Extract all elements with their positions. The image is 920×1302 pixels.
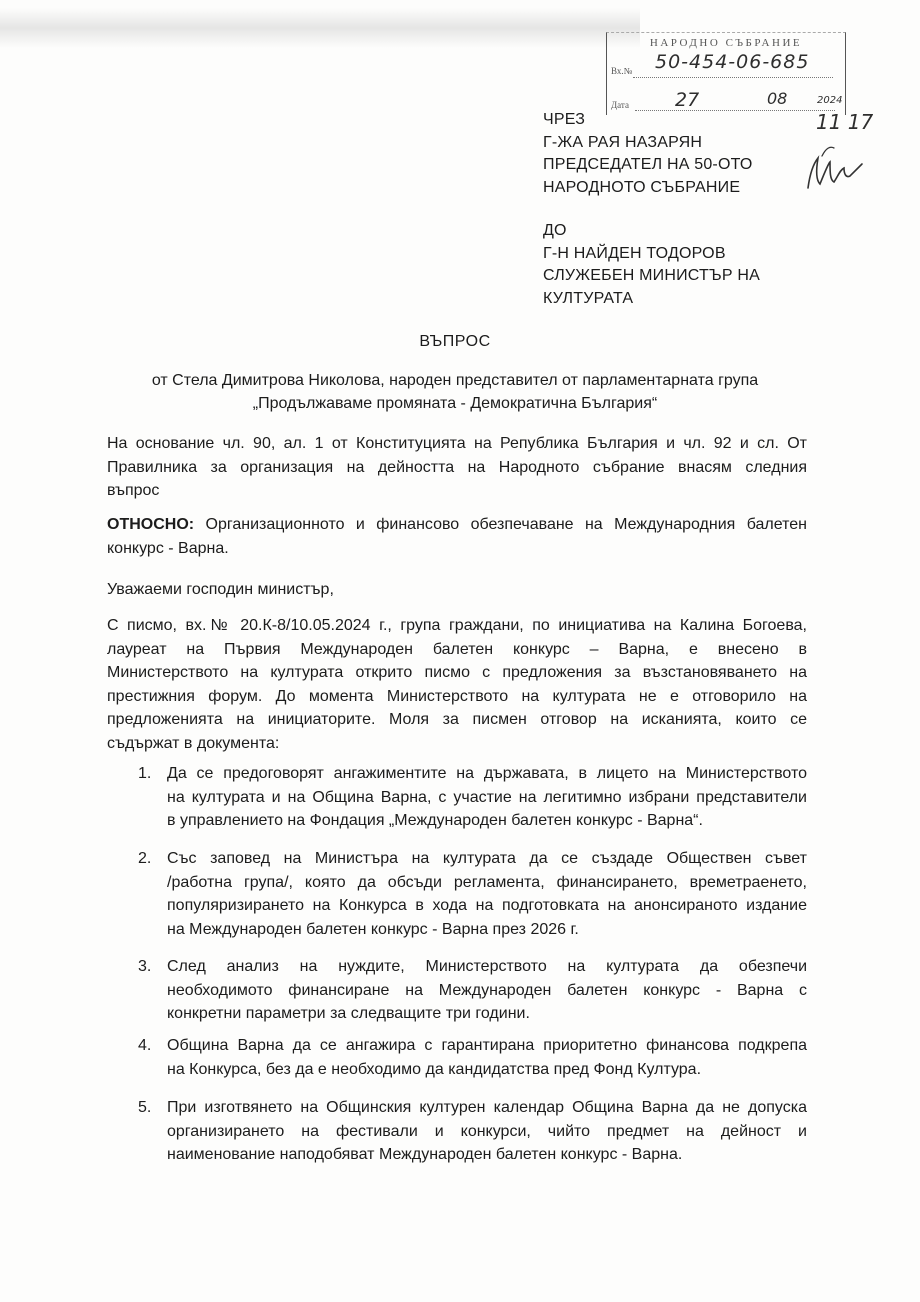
subject-label: ОТНОСНО: — [107, 516, 195, 533]
body-paragraph — [107, 614, 807, 755]
recipient-line: СЛУЖЕБЕН МИНИСТЪР НА — [543, 267, 760, 284]
list-item-line: Община Варна да се ангажира с гарантирана приоритетно финансова подкрепа — [167, 1037, 807, 1054]
paragraph-line: На основание чл. 90, ал. 1 от Конституцията на Република България и чл. 92 и сл. От — [107, 435, 807, 452]
author-line: от Стела Димитрова Николова, народен представител от парламентарната група — [151, 372, 759, 389]
list-item-number: 5. — [138, 1099, 152, 1116]
paragraph-line: въпрос — [107, 482, 160, 499]
via-line: ЧРЕЗ — [543, 111, 586, 128]
margin-note: 11 17 — [816, 110, 874, 134]
stamp-reg-number: 50-454-06-685 — [655, 51, 810, 73]
legal-basis-paragraph — [107, 432, 807, 503]
document-heading: ВЪПРОС — [419, 333, 491, 350]
list-item-line: След анализ на нуждите, Министерството на културата да обезпечи — [167, 958, 807, 975]
list-item-number: 2. — [138, 850, 152, 867]
registration-stamp — [606, 32, 846, 115]
via-line: Г-ЖА РАЯ НАЗАРЯН — [543, 133, 703, 151]
list-item-line: При изготвянето на Общинския културен календар Община Варна да не допуска — [167, 1099, 807, 1116]
list-item-line: в управлението на Фондация „Международен балетен конкурс - Варна“. — [167, 812, 703, 829]
list-item-line: организирането на фестивали и конкурси, чийто предмет на дейност и — [167, 1122, 807, 1140]
stamp-date-year: 2024 — [817, 95, 843, 106]
paragraph-line: предложенията на инициаторите. Моля за писмен отговор на исканията, които се — [107, 711, 807, 728]
list-item-line: Да се предоговорят ангажиментите на държавата, в лицето на Министерството — [167, 765, 807, 782]
stamp-reg-line — [633, 77, 833, 78]
list-item-line: на културата и на Община Варна, с участие на легитимно избрани представители — [167, 788, 807, 806]
list-item-number: 3. — [138, 958, 152, 975]
list-item-line: на Конкурса, без да е необходимо да кандидатства пред Фонд Култура. — [167, 1060, 702, 1078]
stamp-date-month: 08 — [767, 89, 788, 108]
via-line: ПРЕДСЕДАТЕЛ НА 50-ОТО — [543, 156, 753, 173]
stamp-reg-label: Вх.№ — [611, 66, 633, 76]
recipient-line: ДО — [543, 222, 567, 239]
list-item-number: 1. — [138, 765, 152, 782]
recipient-block — [543, 220, 760, 310]
subject-text: Организационното и финансово обезпечаване на Международния балетен — [194, 516, 807, 533]
list-item-number: 4. — [138, 1037, 152, 1054]
list-item-line: конкретни параметри за следващите три години. — [167, 1005, 530, 1022]
paragraph-line: престижния форум. До момента Министерството на културата не е отговорило на — [107, 687, 807, 705]
stamp-title: НАРОДНО СЪБРАНИЕ — [649, 37, 803, 49]
list-item-line: Със заповед на Министъра на културата да се създаде Обществен съвет — [167, 850, 807, 867]
list-item-line: необходимото финансиране на Международен балетен конкурс - Варна с — [167, 981, 807, 999]
list-item-line: /работна група/, която да обсъди регламента, финансирането, времетраенето, — [167, 873, 807, 891]
paragraph-line: лауреат на Първия Международен балетен конкурс – Варна, е внесено в — [107, 640, 807, 658]
subject-line: конкурс - Варна. — [107, 539, 229, 557]
stamp-date-label: Дата — [611, 100, 629, 110]
author-group-line: „Продължаваме промяната - Демократична България“ — [252, 395, 658, 412]
subject-paragraph — [107, 513, 807, 560]
handwritten-signature — [800, 118, 870, 198]
paragraph-line: Правилника за организация на дейността на Народното събрание внасям следния — [107, 458, 807, 476]
stamp-date-day: 27 — [675, 89, 700, 111]
greeting-text: Уважаеми господин министър, — [107, 581, 334, 598]
list-item-line: наименование наподобяват Международен балетен конкурс - Варна. — [167, 1146, 683, 1163]
paragraph-line: Министерството на културата открито писмо с предложения за възстановяването на — [107, 664, 807, 681]
paragraph-line: С писмо, вх.№ 20.К-8/10.05.2024 г., група граждани, по инициатива на Калина Богоева, — [107, 617, 807, 634]
via-block — [543, 109, 753, 199]
greeting — [107, 578, 807, 602]
list-item-line: на Международен балетен конкурс - Варна през 2026 г. — [167, 920, 579, 938]
via-line: НАРОДНОТО СЪБРАНИЕ — [543, 178, 741, 196]
subject-line — [107, 513, 807, 537]
list-item-line: популяризирането на Конкурса в хода на подготовката на анонсираното издание — [167, 897, 807, 914]
scan-smudge — [0, 8, 640, 48]
recipient-line: Г-Н НАЙДЕН ТОДОРОВ — [543, 244, 726, 262]
recipient-line: КУЛТУРАТА — [543, 289, 634, 307]
paragraph-line: съдържат в документа: — [107, 734, 280, 752]
